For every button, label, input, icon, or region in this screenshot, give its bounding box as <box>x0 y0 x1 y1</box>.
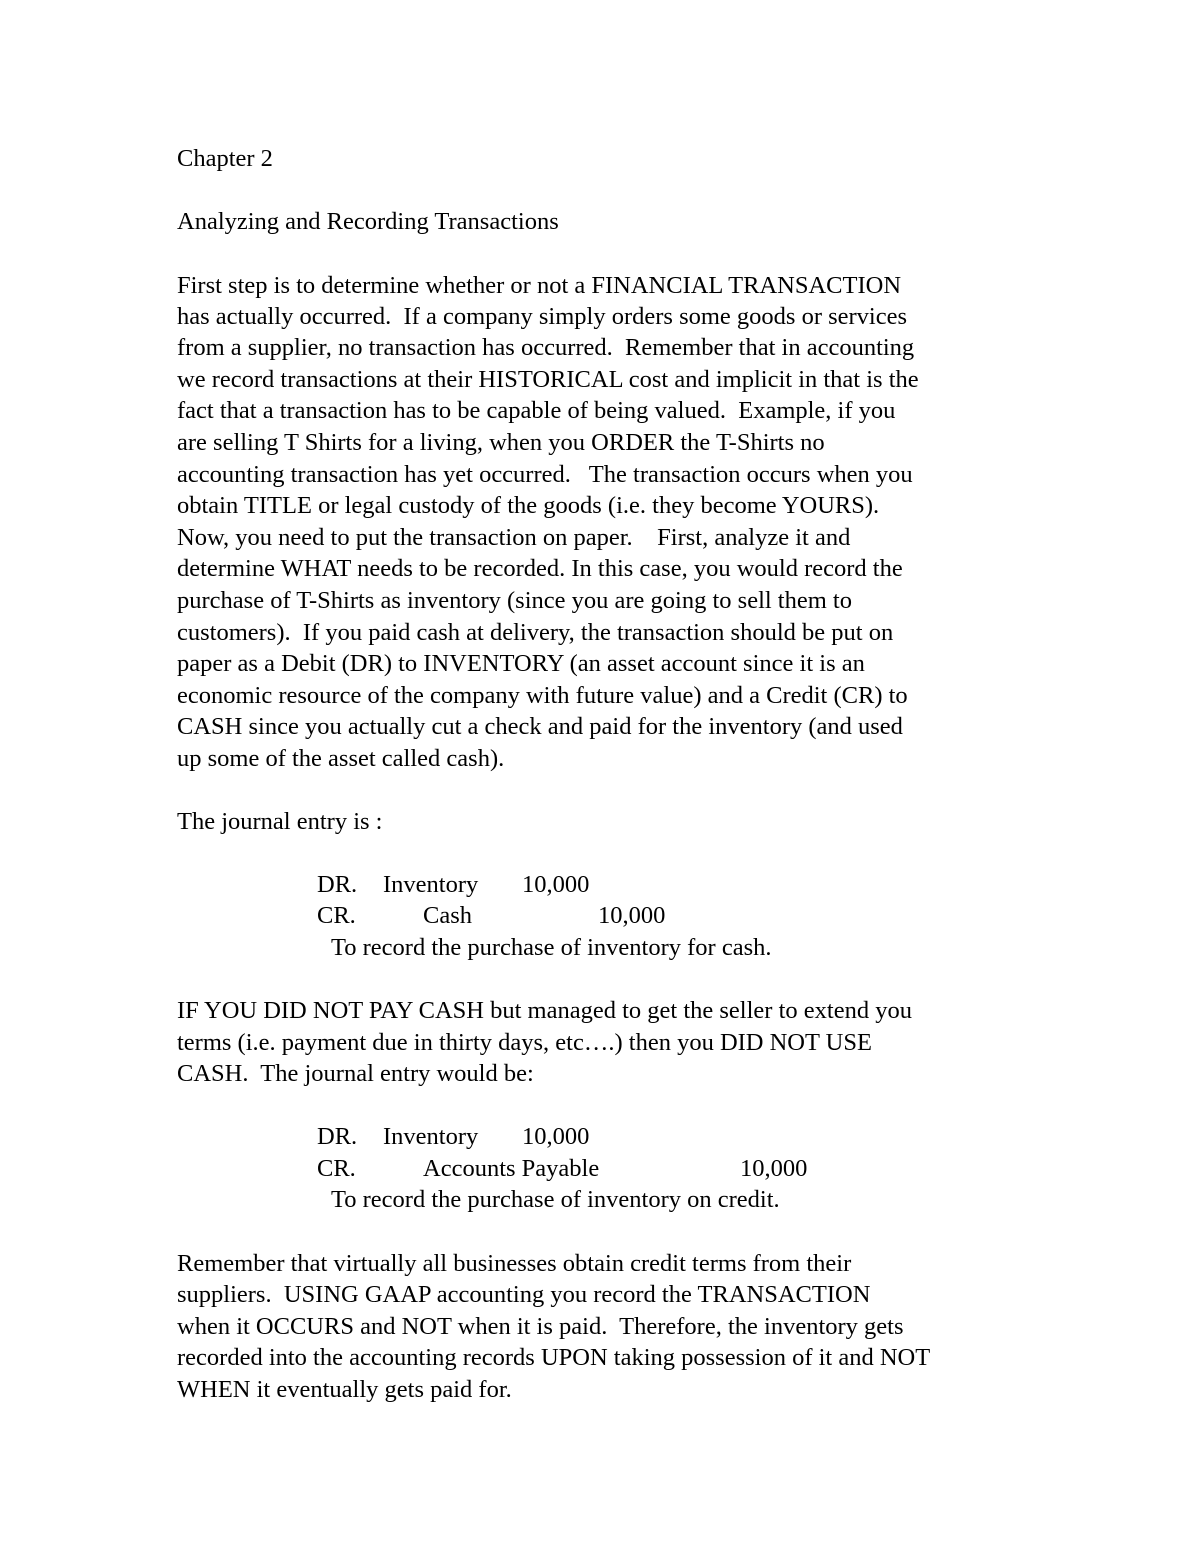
paragraph-line: WHEN it eventually gets paid for. <box>177 1376 512 1403</box>
paragraph-line: IF YOU DID NOT PAY CASH but managed to get the seller to extend you <box>177 997 912 1024</box>
debit-label: DR. <box>317 871 358 898</box>
paragraph-line: First step is to determine whether or not a FINANCIAL TRANSACTION <box>177 272 902 299</box>
paragraph-line: recorded into the accounting records UPON taking possession of it and NOT <box>177 1344 931 1371</box>
paragraph-line: determine WHAT needs to be recorded. In this case, you would record the <box>177 555 903 582</box>
debit-amount: 10,000 <box>522 1123 590 1150</box>
paragraph-line: terms (i.e. payment due in thirty days, etc….) then you DID NOT USE <box>177 1029 872 1056</box>
paragraph-line: are selling T Shirts for a living, when you ORDER the T-Shirts no <box>177 429 825 456</box>
paragraph-line: Now, you need to put the transaction on paper. First, analyze it and <box>177 524 851 551</box>
debit-amount: 10,000 <box>522 871 590 898</box>
paragraph-line: suppliers. USING GAAP accounting you record the TRANSACTION <box>177 1281 871 1308</box>
entry-memo: To record the purchase of inventory on credit. <box>331 1186 780 1213</box>
chapter-heading: Chapter 2 <box>177 145 273 172</box>
paragraph-line: customers). If you paid cash at delivery, the transaction should be put on <box>177 619 894 646</box>
paragraph-line: CASH since you actually cut a check and paid for the inventory (and used <box>177 713 903 740</box>
credit-label: CR. <box>317 902 356 929</box>
document-title: Analyzing and Recording Transactions <box>177 208 559 235</box>
credit-account: Accounts Payable <box>423 1155 600 1182</box>
paragraph-line: economic resource of the company with future value) and a Credit (CR) to <box>177 682 908 709</box>
paragraph-line: we record transactions at their HISTORICAL cost and implicit in that is the <box>177 366 919 393</box>
journal-entry-intro: The journal entry is : <box>177 808 383 835</box>
paragraph-line: from a supplier, no transaction has occurred. Remember that in accounting <box>177 334 915 361</box>
paragraph-line: up some of the asset called cash). <box>177 745 505 772</box>
credit-amount: 10,000 <box>598 902 666 929</box>
paragraph-line: purchase of T-Shirts as inventory (since you are going to sell them to <box>177 587 852 614</box>
credit-label: CR. <box>317 1155 356 1182</box>
paragraph-line: fact that a transaction has to be capable of being valued. Example, if you <box>177 397 896 424</box>
debit-account: Inventory <box>383 1123 479 1150</box>
paragraph-line: has actually occurred. If a company simply orders some goods or services <box>177 303 908 330</box>
paragraph-line: Remember that virtually all businesses obtain credit terms from their <box>177 1250 852 1277</box>
debit-label: DR. <box>317 1123 358 1150</box>
paragraph-line: paper as a Debit (DR) to INVENTORY (an asset account since it is an <box>177 650 865 677</box>
debit-account: Inventory <box>383 871 479 898</box>
paragraph-line: accounting transaction has yet occurred. The transaction occurs when you <box>177 461 913 488</box>
paragraph-line: CASH. The journal entry would be: <box>177 1060 534 1087</box>
credit-account: Cash <box>423 902 472 929</box>
paragraph-line: when it OCCURS and NOT when it is paid. Therefore, the inventory gets <box>177 1313 904 1340</box>
credit-amount: 10,000 <box>740 1155 808 1182</box>
entry-memo: To record the purchase of inventory for cash. <box>331 934 772 961</box>
paragraph-line: obtain TITLE or legal custody of the goods (i.e. they become YOURS). <box>177 492 880 519</box>
